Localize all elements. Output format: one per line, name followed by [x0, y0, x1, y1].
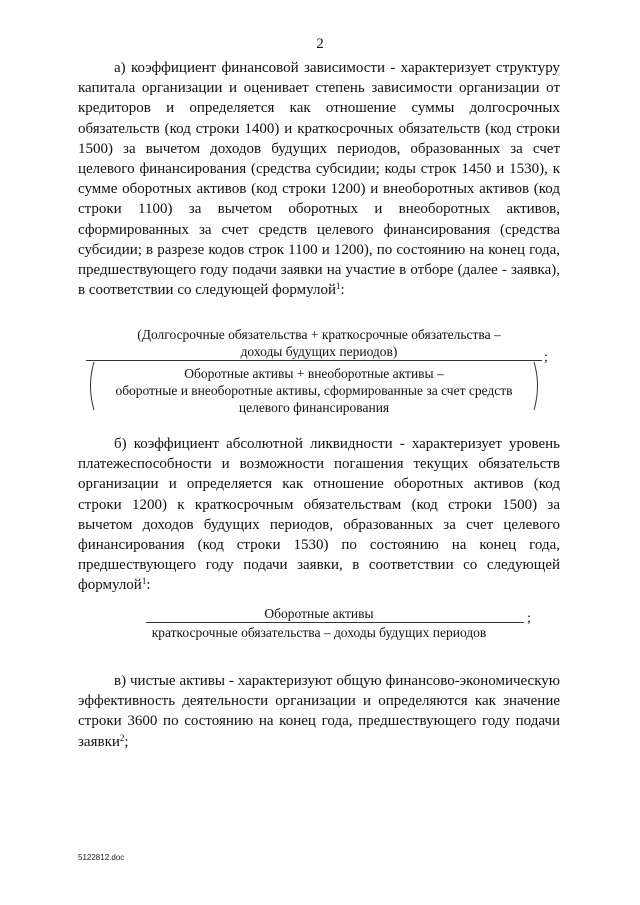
formula-2-numerator: Оборотные активы: [264, 606, 374, 621]
paragraph-c-text: в) чистые активы - характеризуют общую финансово-экономическую эффективность деятельности организации и определяются как значение строки 3600 по состоянию на конец года, предшествующего году подачи заявки: [78, 673, 560, 750]
fraction-bar: [146, 622, 524, 623]
paragraph-b: б) коэффициент абсолютной ликвидности - характеризует уровень платежеспособности и возможности погашения текущих обязательств организации и определяется как отношение оборотных активов (код строки 1200) к краткосрочным обязательствам (код строки 1500) за вычетом доходов будущих периодов, образованных за счет целевого финансирования (код строки 1530) по состоянию на конец года, предшествующего году подачи заявки, в соответствии со следующей формулой$^1$:: [78, 436, 560, 594]
formula-2-denominator: краткосрочные обязательства – доходы будущих периодов: [151, 625, 487, 640]
footnote-ref: 2: [119, 732, 125, 743]
formula-1-numerator-line2: доходы будущих периодов): [240, 344, 398, 359]
formula-1-semicolon: ;: [544, 350, 548, 365]
footnote-ref: 1: [336, 281, 341, 292]
paragraph-b-text: б) коэффициент абсолютной ликвидности - характеризует уровень платежеспособности и возможности погашения текущих обязательств организации и определяется как отношение оборотных активов (код строки 1200) к краткосрочным обязательствам (код строки 1500) за вычетом доходов будущих периодов, образованных за счет целевого финансирования (код строки 1530) по состоянию на конец года, предшествующего году подачи заявки, в соответствии со следующей формулой: [78, 436, 560, 594]
denominator-parentheses: [86, 360, 542, 415]
formula-1-numerator-line1: (Долгосрочные обязательства + краткосрочные обязательства –: [137, 327, 501, 342]
paragraph-a: а) коэффициент финансовой зависимости - характеризует структуру капитала организации и оценивает степень зависимости организации от кредиторов и определяется как отношение суммы долгосрочных обязательств (код строки 1400) и краткосрочных обязательств (код строки 1500) за вычетом доходов будущих периодов, образованных за счет целевого финансирования (средства субсидии; коды строк 1450 и 1530), к сумме оборотных активов (код строки 1200) и внеоборотных активов (код строки 1100) за вычетом оборотных и внеоборотных активов, сформированных за счет средств целевого финансирования (средства субсидии; в разрезе кодов строк 1100 и 1200), по состоянию на конец года, предшествующего году подачи заявки на участие в отборе (далее - заявка), в соответствии со следующей формулой$^1$:: [78, 60, 560, 299]
formula-1-denominator-line1: Оборотные активы + внеоборотные активы –: [184, 366, 444, 381]
formula-1-denominator-line3: целевого финансирования: [238, 400, 390, 415]
formula-1-denominator-line2: оборотные и внеоборотные активы, сформированные за счет средств: [115, 383, 513, 398]
formula-2-semicolon: ;: [527, 611, 531, 626]
document-file-code: 5122812.doc: [78, 853, 125, 862]
footnote-ref: 1: [141, 576, 147, 587]
paragraph-c: в) чистые активы - характеризуют общую финансово-экономическую эффективность деятельности организации и определяются как значение строки 3600 по состоянию на конец года, предшествующего году подачи заявки$^2$;: [78, 673, 560, 750]
paragraph-a-text: а) коэффициент финансовой зависимости - характеризует структуру капитала организации и оценивает степень зависимости организации от кредиторов и определяется как отношение суммы долгосрочных обязательств (код строки 1400) и краткосрочных обязательств (код строки 1500) за вычетом доходов будущих периодов, образованных за счет целевого финансирования (средства субсидии; коды строк 1450 и 1530), к сумме оборотных активов (код строки 1200) и внеоборотных активов (код строки 1100) за вычетом оборотных и внеоборотных активов, сформированных за счет средств целевого финансирования (средства субсидии; в разрезе кодов строк 1100 и 1200), по состоянию на конец года, предшествующего году подачи заявки на участие в отборе (далее - заявка), в соответствии со следующей формулой: [78, 60, 560, 299]
page-number: 2: [316, 36, 324, 52]
